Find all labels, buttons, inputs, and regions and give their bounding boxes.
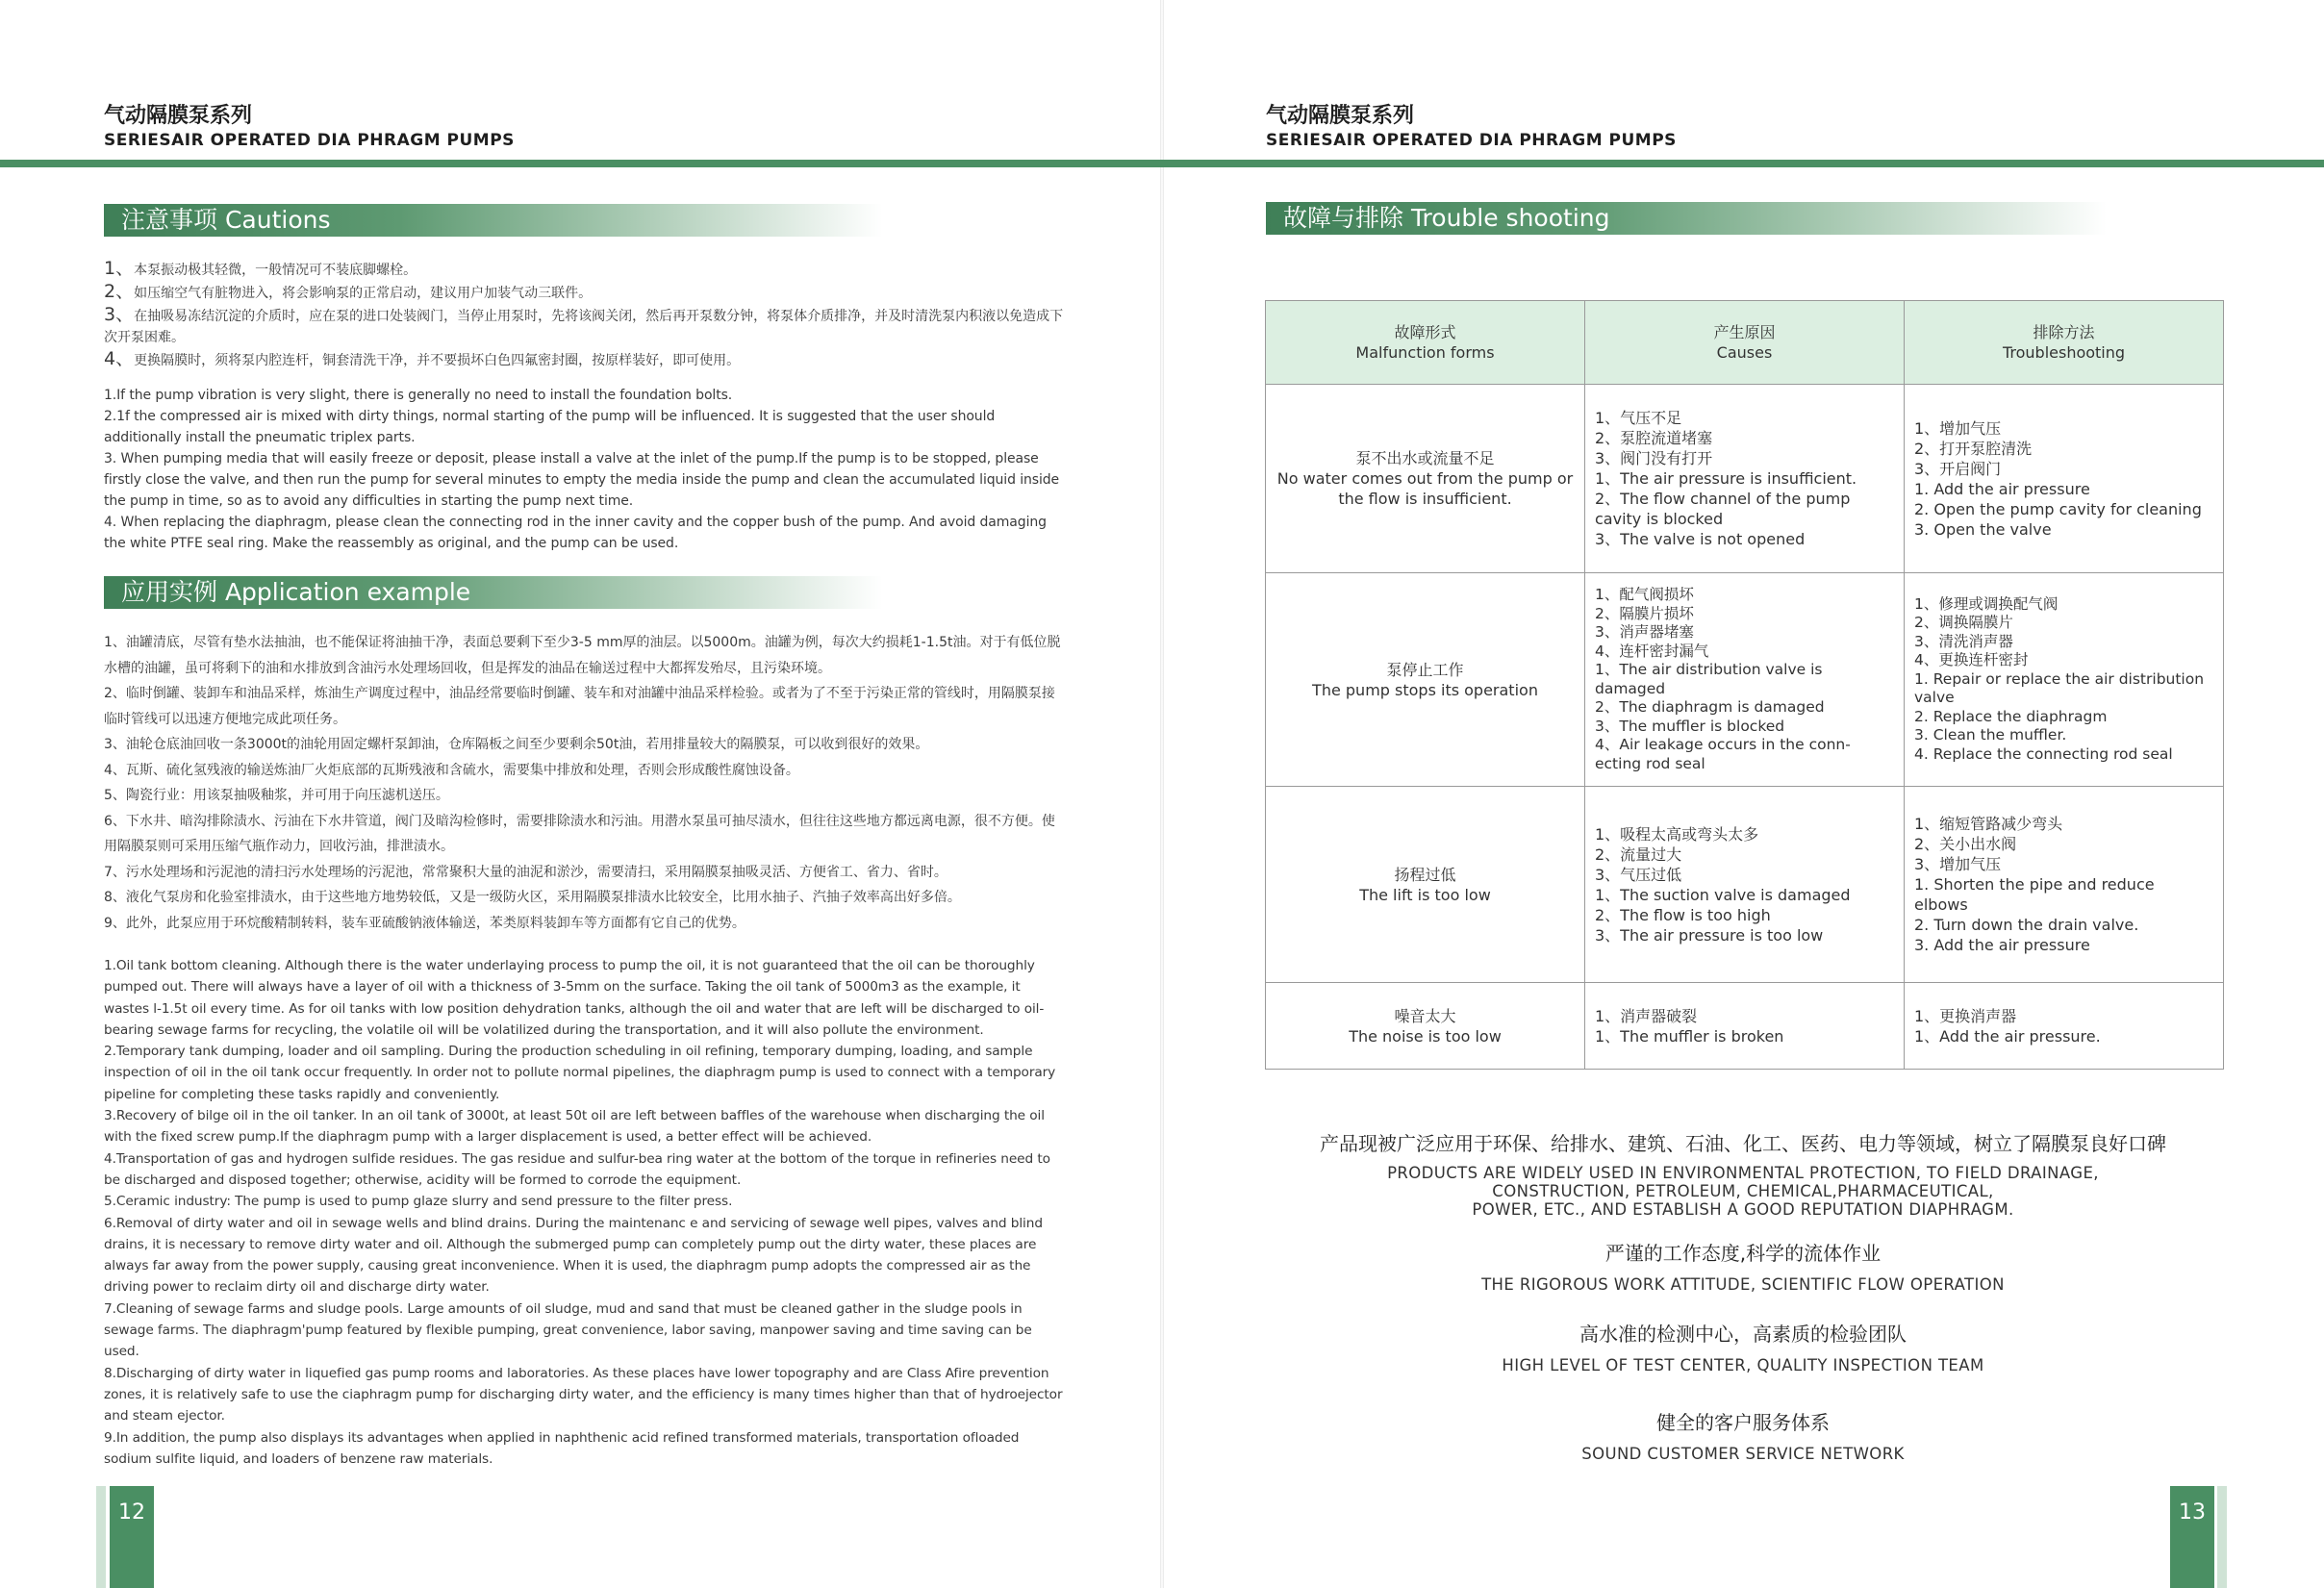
application-cn-item: 5、陶瓷行业：用该泵抽吸釉浆，并可用于向压滤机送压。 xyxy=(104,788,449,803)
fixes-cell: 1、更换消声器 1、Add the air pressure. xyxy=(1905,983,2224,1070)
caution-en-item: 1.If the pump vibration is very slight, there is generally no need to install the foundation bolts. xyxy=(104,388,733,403)
table-row xyxy=(1266,787,2224,983)
fixes-cell: 1、增加气压 2、打开泵腔清洗 3、开启阀门 1. Add the air pressure 2. Open the pump cavity for cleaning 3. Open the valve xyxy=(1905,385,2224,573)
caution-cn-item: 1、本泵振动极其轻微，一般情况可不装底脚螺栓。 xyxy=(104,258,417,279)
troubleshooting-table xyxy=(1265,300,2224,1070)
application-cn-item: 2、临时倒罐、装卸车和油品采样，炼油生产调度过程中，油品经常要临时倒罐、装车和对油罐中油品采样检验。或者为了不至于污染正常的管线时，用隔膜泵接临时管线可以迅速方便地完成此项任务。 xyxy=(104,686,1055,727)
application-cn-item: 7、污水处理场和污泥池的清扫污水处理场的污泥池，常常聚积大量的油泥和淤沙，需要清扫，采用隔膜泵抽吸灵活、方便省工、省力、省时。 xyxy=(104,864,947,880)
application-en-item: 6.Removal of dirty water and oil in sewage wells and blind drains. During the maintenanc e and servicing of sewage well pipes, valves and blind drains, it is necessary to remove dirty water and oil. Although the submerged pump can completely pump out the dirty water, these places are always far away from the power supply, causing great inconvenience. When it is used, the diaphragm pump adopts the compressed air as the driving power to reclaim dirty oil and discharge dirty water. xyxy=(104,1215,1043,1296)
page-number: 13 xyxy=(2170,1486,2214,1588)
table-row xyxy=(1266,573,2224,787)
page-number: 12 xyxy=(110,1486,154,1588)
malfunction-cell: 泵不出水或流量不足 No water comes out from the pump or the flow is insufficient. xyxy=(1266,385,1585,573)
application-en-item: 4.Transportation of gas and hydrogen sulfide residues. The gas residue and sulfur-bea ring water at the bottom of the torque in refineries need to be discharged and disposed together; otherwise, acidity will be formed to corrode the equipment. xyxy=(104,1150,1050,1188)
application-en-item: 5.Ceramic industry: The pump is used to pump glaze slurry and send pressure to the filter press. xyxy=(104,1194,733,1210)
causes-cell: 1、气压不足 2、泵腔流道堵塞 3、阀门没有打开 1、The air pressure is insufficient. 2、The flow channel of the pump cavity is blocked 3、The valve is not opened xyxy=(1585,385,1905,573)
slogan-en: CONSTRUCTION, PETROLEUM, CHEMICAL,PHARMACEUTICAL, xyxy=(1492,1182,1994,1200)
malfunction-cell: 泵停止工作 The pump stops its operation xyxy=(1266,573,1585,787)
series-title-cn: 气动隔膜泵系列 xyxy=(1266,104,1415,128)
footer-slogan-3 xyxy=(1162,1319,2324,1374)
caution-cn-item: 3、在抽吸易冻结沉淀的介质时，应在泵的进口处装阀门，当停止用泵时，先将该阀关闭，然后再开泵数分钟，将泵体介质排净，并及时清洗泵内积液以免造成下次开泵困难。 xyxy=(104,304,1064,345)
application-en-item: 1.Oil tank bottom cleaning. Although there is the water underlaying process to pump the oil, it is not guaranteed that the oil can be thoroughly pumped out. There will always have a layer of oil with a thickness of 3-5mm on the surface. Taking the oil tank of 5000m3 as the example, it wastes l-1.5t oil every time. As for oil tanks with low position dehydration tanks, although the oil and water that are left will be discharged to oil-bearing sewage farms for recycling, the volatile oil will be volatilized during the transportation, and it will also pollute the environment. xyxy=(104,958,1045,1038)
slogan-cn: 高水准的检测中心，高素质的检验团队 xyxy=(1579,1323,1907,1346)
application-cn-item: 1、油罐清底，尽管有垫水法抽油，也不能保证将油抽干净，表面总要剩下至少3-5 mm厚的油层。以5000m。油罐为例，每次大约损耗1-1.5t油。对于有低位脱水槽的油罐，虽可将剩下的油和水排放到含油污水处理场回收，但是挥发的油品在输送过程中大都挥发殆尽，且污染环境。 xyxy=(104,635,1061,676)
cautions-heading: 注意事项 Cautions xyxy=(104,204,950,237)
caution-en-item: 3. When pumping media that will easily freeze or deposit, please install a valve at the inlet of the pump.If the pump is to be stopped, please firstly close the valve, and then run the pump for several minutes to empty the media inside the pump and clean the accumulated liquid inside the pump in time, so as to avoid any difficulties in starting the pump next time. xyxy=(104,451,1060,509)
application-cn-item: 4、瓦斯、硫化氢残液的输送炼油厂火炬底部的瓦斯残液和含硫水，需要集中排放和处理，否则会形成酸性腐蚀设备。 xyxy=(104,762,799,778)
header-malfunction: 故障形式 Malfunction forms xyxy=(1266,301,1585,385)
application-cn-item: 8、液化气泵房和化验室排渍水，由于这些地方地势较低，又是一级防火区，采用隔膜泵排渍水比较安全，比用水抽子、汽抽子效率高出好多倍。 xyxy=(104,890,961,905)
application-en-list xyxy=(104,955,1064,1470)
slogan-en: PRODUCTS ARE WIDELY USED IN ENVIRONMENTAL PROTECTION, TO FIELD DRAINAGE, xyxy=(1387,1164,2099,1182)
application-cn-list xyxy=(104,630,1064,936)
cautions-en-list xyxy=(104,385,1064,554)
table-row xyxy=(1266,983,2224,1070)
fixes-cell: 1、修理或调换配气阀 2、调换隔膜片 3、清洗消声器 4、更换连杆密封 1. Repair or replace the air distribution valve 2. Replace the diaphragm 3. Clean the muffler. 4. Replace the connecting rod seal xyxy=(1905,573,2224,787)
right-page xyxy=(1162,0,2324,1588)
series-title-cn: 气动隔膜泵系列 xyxy=(104,104,253,128)
malfunction-cell: 噪音太大 The noise is too low xyxy=(1266,983,1585,1070)
trouble-heading: 故障与排除 Trouble shooting xyxy=(1266,202,2180,235)
slogan-en: THE RIGOROUS WORK ATTITUDE, SCIENTIFIC FLOW OPERATION xyxy=(1481,1275,2005,1294)
malfunction-cell: 扬程过低 The lift is too low xyxy=(1266,787,1585,983)
series-title-en: SERIESAIR OPERATED DIA PHRAGM PUMPS xyxy=(1266,131,1677,150)
footer-slogan-1 xyxy=(1162,1128,2324,1219)
application-en-item: 7.Cleaning of sewage farms and sludge pools. Large amounts of oil sludge, mud and sand that must be cleaned gather in the sludge pools in sewage farms. The diaphragm'pump featured by flexible pumping, great convenience, labor saving, manpower saving and time saving can be used. xyxy=(104,1300,1032,1360)
caution-cn-item: 4、更换隔膜时，须将泵内腔连杆，铜套清洗干净，并不要损坏白色四氟密封圈，按原样装好，即可使用。 xyxy=(104,348,741,369)
slogan-en: HIGH LEVEL OF TEST CENTER, QUALITY INSPECTION TEAM xyxy=(1502,1356,1984,1374)
table-header-row xyxy=(1266,301,2224,385)
table-row xyxy=(1266,385,2224,573)
footer-slogan-2 xyxy=(1162,1238,2324,1294)
slogan-en: SOUND CUSTOMER SERVICE NETWORK xyxy=(1581,1445,1905,1463)
caution-en-item: 2.1f the compressed air is mixed with dirty things, normal starting of the pump will be influenced. It is suggested that the user should additionally install the pneumatic triplex parts. xyxy=(104,409,996,445)
header-troubleshooting: 排除方法 Troubleshooting xyxy=(1905,301,2224,385)
fixes-cell: 1、缩短管路减少弯头 2、关小出水阀 3、增加气压 1. Shorten the pipe and reduce elbows 2. Turn down the drain valve. 3. Add the air pressure xyxy=(1905,787,2224,983)
header-rule xyxy=(0,160,1162,167)
application-en-item: 8.Discharging of dirty water in liquefied gas pump rooms and laboratories. As these places have lower topography and are Class Afire prevention zones, it is relatively safe to use the ciaphragm pump for discharging dirty water, and the efficiency is many times higher than that of hydroejector and steam ejector. xyxy=(104,1365,1063,1424)
application-en-item: 2.Temporary tank dumping, loader and oil sampling. During the production scheduling in oil refining, temporary dumping, loading, and sample inspection of oil in the oil tank occur frequently. In order not to pollute normal pipelines, the diaphragm pump is used to connect with a temporary pipeline for completing these tasks rapidly and conveniently. xyxy=(104,1044,1056,1102)
header-rule xyxy=(1162,160,2324,167)
series-title-en: SERIESAIR OPERATED DIA PHRAGM PUMPS xyxy=(104,131,515,150)
application-en-item: 3.Recovery of bilge oil in the oil tanker. In an oil tank of 3000t, at least 50t oil are left between baffles of the warehouse when discharging the oil with the fixed screw pump.If the diaphragm pump with a larger displacement is used, a better effect will be achieved. xyxy=(104,1108,1045,1146)
causes-cell: 1、吸程太高或弯头太多 2、流量过大 3、气压过低 1、The suction valve is damaged 2、The flow is too high 3、The air pressure is too low xyxy=(1585,787,1905,983)
caution-cn-item: 2、如压缩空气有脏物进入，将会影响泵的正常启动，建议用户加装气动三联件。 xyxy=(104,281,593,302)
application-cn-item: 6、下水井、暗沟排除渍水、污油在下水井管道，阀门及暗沟检修时，需要排除渍水和污油。用潜水泵虽可抽尽渍水，但往往这些地方都远离电源，很不方便。使用隔膜泵则可采用压缩气瓶作动力，回收污油，排泄渍水。 xyxy=(104,813,1055,854)
caution-en-item: 4. When replacing the diaphragm, please clean the connecting rod in the inner cavity and the copper bush of the pump. And avoid damaging the white PTFE seal ring. Make the reassembly as original, and the pump can be used. xyxy=(104,515,1047,551)
cautions-cn-list xyxy=(104,258,1064,371)
slogan-en: POWER, ETC., AND ESTABLISH A GOOD REPUTATION DIAPHRAGM. xyxy=(1472,1200,2014,1219)
footer-slogan-4 xyxy=(1162,1407,2324,1463)
header-causes: 产生原因 Causes xyxy=(1585,301,1905,385)
application-cn-item: 3、油轮仓底油回收一条3000t的油轮用固定螺杆泵卸油，仓库隔板之间至少要剩余50t油，若用排量较大的隔膜泵，可以收到很好的效果。 xyxy=(104,737,929,752)
page-number-accent xyxy=(96,1486,106,1588)
slogan-cn: 健全的客户服务体系 xyxy=(1656,1411,1830,1434)
slogan-cn: 产品现被广泛应用于环保、给排水、建筑、石油、化工、医药、电力等领域，树立了隔膜泵良好口碑 xyxy=(1320,1132,2166,1155)
application-cn-item: 9、此外，此泵应用于环烷酸精制转料，装车亚硫酸钠液体输送，苯类原料装卸车等方面都有它自己的优势。 xyxy=(104,915,745,931)
causes-cell: 1、消声器破裂 1、The muffler is broken xyxy=(1585,983,1905,1070)
application-heading: 应用实例 Application example xyxy=(104,576,950,609)
causes-cell: 1、配气阀损坏 2、隔膜片损坏 3、消声器堵塞 4、连杆密封漏气 1、The air distribution valve is damaged 2、The diaphragm is damaged 3、The muffler is blocked 4、Air leakage occurs in the conn-ecting rod seal xyxy=(1585,573,1905,787)
application-en-item: 9.In addition, the pump also displays its advantages when applied in naphthenic acid refined transformed materials, transportation ofloaded sodium sulfite liquid, and loaders of benzene raw materials. xyxy=(104,1429,1020,1467)
page-number-accent xyxy=(2217,1486,2227,1588)
slogan-cn: 严谨的工作态度,科学的流体作业 xyxy=(1604,1242,1882,1265)
